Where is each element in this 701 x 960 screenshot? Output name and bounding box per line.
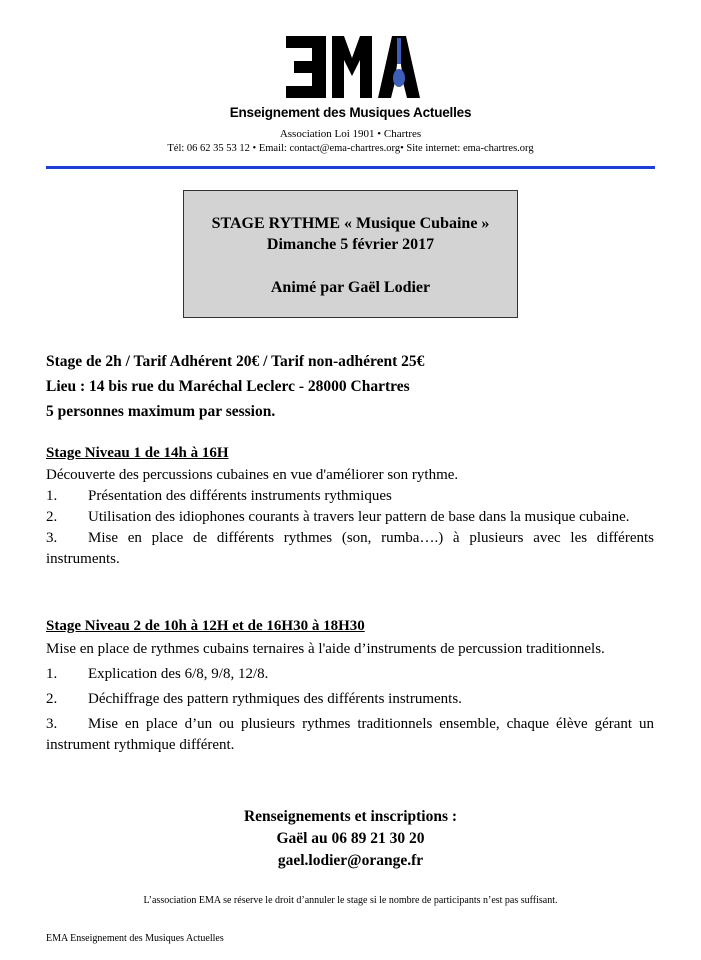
section-title: Stage Niveau 1 de 14h à 16H [46, 445, 229, 461]
contact-line: Tél: 06 62 35 53 12 • Email: contact@ema-chartres.org• Site internet: ema-chartres.org [167, 143, 534, 154]
section-level-1 [46, 443, 654, 570]
stage-info [46, 349, 656, 424]
section-intro: Mise en place de rythmes cubains ternaires à l'aide d’instruments de percussion traditionnels. [46, 641, 605, 657]
section-level-2 [46, 616, 654, 756]
header-divider [46, 166, 655, 169]
list-item: 2. Utilisation des idiophones courants à travers leur pattern de base dans la musique cubaine. [46, 509, 630, 525]
ema-logo [284, 36, 420, 98]
disclaimer: L’association EMA se réserve le droit d’annuler le stage si le nombre de participants n’est pas suffisant. [143, 895, 558, 906]
title-box [183, 190, 518, 318]
contact-email: gael.lodier@orange.fr [277, 852, 424, 869]
contact-phone: Gaël au 06 89 21 30 20 [276, 830, 425, 847]
contact-heading: Renseignements et inscriptions : [243, 808, 458, 825]
contact-block [0, 806, 701, 872]
section-intro: Découverte des percussions cubaines en vue d'améliorer son rythme. [46, 467, 459, 483]
section-title: Stage Niveau 2 de 10h à 12H et de 16H30 à 18H30 [46, 618, 365, 634]
list-item: 2. Déchiffrage des pattern rythmiques des différents instruments. [46, 691, 462, 707]
organization-name: Enseignement des Musiques Actuelles [229, 105, 472, 120]
price-line: Stage de 2h / Tarif Adhérent 20€ / Tarif non-adhérent 25€ [46, 353, 425, 370]
capacity-line: 5 personnes maximum par session. [46, 403, 276, 420]
list-item: 1. Explication des 6/8, 9/8, 12/8. [46, 666, 269, 682]
location-line: Lieu : 14 bis rue du Maréchal Leclerc - 28000 Chartres [46, 378, 410, 395]
list-item: 3. Mise en place d’un ou plusieurs rythmes traditionnels ensemble, chaque élève gérant un instrument rythmique différent. [46, 716, 654, 753]
list-item: 3. Mise en place de différents rythmes (son, rumba….) à plusieurs avec les différents instruments. [46, 530, 654, 567]
association-line: Association Loi 1901 • Chartres [279, 128, 422, 140]
stage-title: STAGE RYTHME « Musique Cubaine » [211, 215, 490, 232]
list-item: 1. Présentation des différents instruments rythmiques [46, 488, 392, 504]
logo-text: EMA [284, 36, 287, 37]
stage-host: Animé par Gaël Lodier [270, 279, 431, 296]
stage-date: Dimanche 5 février 2017 [266, 236, 435, 253]
page-footer: EMA Enseignement des Musiques Actuelles [46, 933, 224, 944]
